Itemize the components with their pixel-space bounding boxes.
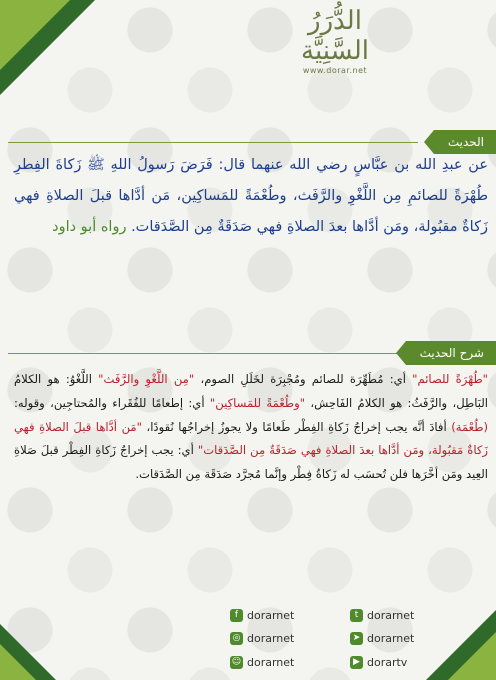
divider	[8, 142, 418, 143]
social-handle: dorarnet	[247, 632, 295, 645]
social-handle: dorarnet	[367, 632, 415, 645]
quoted-phrase: "مِن اللَّغْوِ والرَّفَث"	[98, 372, 195, 386]
social-link-tv[interactable]	[350, 652, 470, 672]
social-link-instagram[interactable]	[230, 629, 350, 649]
explanation-text: أي: إطعامًا للفُقَراء والمُحتاجِين، وقوله:	[14, 395, 210, 410]
tv-icon: ▶	[350, 656, 363, 669]
divider	[8, 353, 418, 354]
section-header-sharh: شرح الحديث	[406, 341, 496, 365]
logo	[290, 6, 380, 75]
social-handle: dorartv	[367, 655, 408, 669]
facebook-icon: f	[230, 609, 243, 622]
corner-decoration-top-left-accent	[0, 0, 70, 70]
quoted-phrase: "وطُعْمَةً للمَساكِين"	[209, 395, 306, 410]
explanation-text: اللَّغْوُ: هو الكلامُ البَاطِل، والرَّفَثُ: هو الكلامُ الفَاحِش،	[14, 372, 488, 410]
social-handle: dorarnet	[247, 655, 295, 669]
snapchat-icon: ☺	[231, 656, 242, 667]
hadith-body: عن عبدِ الله بن عبَّاسٍ رضي الله عنهما قال: فَرَضَ رَسولُ اللهِ ﷺ زَكاةَ الفِطرِ طُهْرَةً للصائمِ مِن اللَّغْوِ والرَّفَث، وطُعْمَةً للمَساكِين، مَن أدَّاها قبلَ الصلاةِ فهي زَكاةٌ مقبُولة، ومَن أدَّاها بعدَ الصلاةِ فهي صَدَقَةٌ مِن الصَّدَقات.	[14, 157, 488, 235]
social-handle: dorarnet	[247, 608, 295, 622]
twitter-icon: t	[350, 609, 363, 622]
social-link-twitter[interactable]	[350, 605, 470, 625]
hadith-text	[14, 150, 488, 243]
social-link-snapchat[interactable]	[230, 652, 350, 672]
sharh-text	[14, 368, 488, 487]
logo-title: الدُّرَرُ السَّنِيَّة	[301, 6, 369, 66]
corner-decoration-bottom-left-accent	[0, 644, 36, 680]
telegram-icon: ➤	[350, 632, 363, 645]
explanation-text: أفادَ أنَّه يجب إخراجُ زَكاةِ الفِطْر طَعامًا ولا يجوزُ إخراجُها نُقودًا،	[141, 419, 452, 434]
hadith-source: رواه أبو داود	[52, 219, 127, 235]
social-link-telegram[interactable]	[350, 629, 470, 649]
logo-url: www.dorar.net	[302, 66, 368, 75]
instagram-icon: ◎	[230, 632, 243, 645]
quoted-phrase: (طُعْمَة)	[451, 419, 488, 434]
social-links	[230, 602, 480, 673]
section-header-hadith: الحديث	[434, 130, 496, 154]
social-link-facebook[interactable]	[230, 605, 350, 625]
quoted-phrase: "مَن أدَّاها قبلَ الصلاةِ فهي زَكاةٌ مَقبُولة، ومَن أدَّاها بعدَ الصلاةِ فهي صَدَقَةٌ مِن الصَّدَقات"	[14, 419, 488, 458]
quoted-phrase: "طُهْرَةً للصائم"	[412, 372, 489, 386]
social-handle: dorarnet	[367, 608, 415, 622]
explanation-text: أي: مُطَهِّرَة للصائم ومُجْبِرَة لخَلَلِ الصوم،	[194, 372, 413, 386]
explanation-text: أي: يجب إخراجُ زَكاةِ الفِطْر قبلَ صَلاةِ العِيد ومَن أخَّرَها فلن تُحسَب له زَكاةُ فِطْر وإنَّما مُجرَّد صَدَقَة مِن الصَّدَقات.	[14, 443, 488, 482]
